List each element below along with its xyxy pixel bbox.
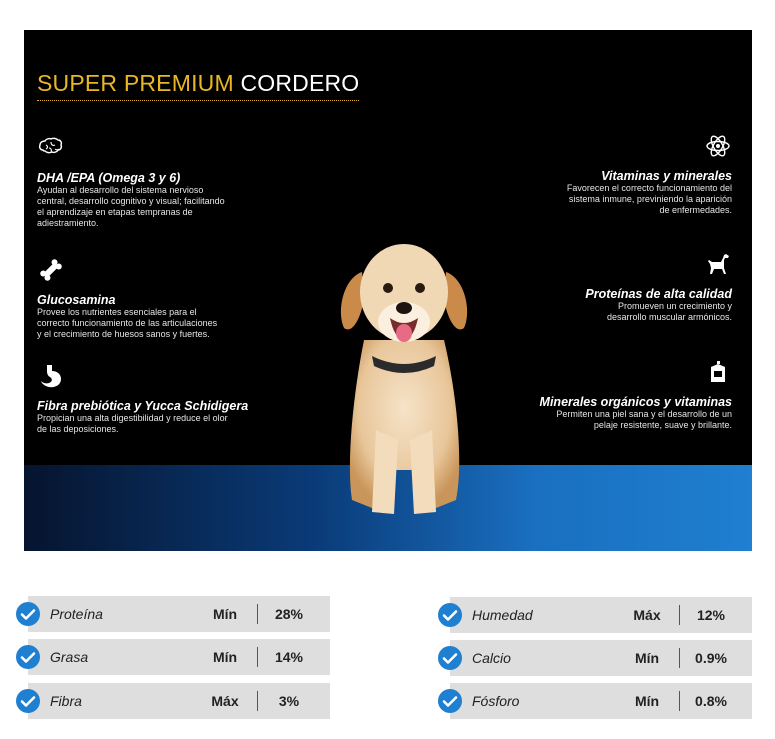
feature-desc: Propician una alta digestibilidad y reduce el olor de las deposiciones. — [37, 413, 228, 434]
check-circle-icon — [437, 602, 463, 628]
stat-divider — [257, 647, 258, 667]
stat-value: 14% — [274, 649, 304, 665]
stat-name: Calcio — [472, 650, 511, 666]
check-circle-icon — [15, 601, 41, 627]
stat-name: Grasa — [50, 649, 89, 665]
stat-value: 3% — [278, 693, 300, 709]
check-circle-icon — [437, 645, 463, 671]
stat-divider — [679, 605, 680, 625]
feature-name: Fibra prebiótica y Yucca Schidigera — [37, 399, 249, 413]
feature-name: DHA /EPA (Omega 3 y 6) — [37, 171, 181, 185]
feature-desc: Favorecen el correcto funcionamiento del sistema inmune, previniendo la aparición de enfermedades. — [566, 183, 732, 215]
product-banner — [24, 30, 752, 551]
banner-title — [37, 70, 359, 101]
stat-qualifier: Mín — [212, 649, 238, 665]
stat-row-calcio — [450, 640, 752, 676]
stat-value: 12% — [696, 607, 726, 623]
feature-desc: Permiten una piel sana y el desarrollo de un pelaje resistente, suave y brillante. — [556, 409, 732, 430]
brain-icon — [37, 134, 65, 162]
feature-desc: Promueven un crecimiento y desarrollo muscular armónicos. — [606, 301, 732, 322]
stat-qualifier: Máx — [211, 693, 239, 709]
bone-icon — [37, 256, 65, 284]
stat-name: Fibra — [50, 693, 82, 709]
feature-name: Proteínas de alta calidad — [585, 287, 732, 301]
stat-row-proteina — [28, 596, 330, 632]
feature-minerales — [502, 358, 732, 431]
feature-dha-epa — [37, 134, 267, 229]
feature-name: Vitaminas y minerales — [601, 169, 732, 183]
stat-divider — [679, 691, 680, 711]
check-circle-icon — [437, 688, 463, 714]
stomach-icon — [37, 362, 65, 390]
feature-name: Glucosamina — [37, 293, 116, 307]
stat-row-fosforo — [450, 683, 752, 719]
stat-row-humedad — [450, 597, 752, 633]
feature-vitaminas — [502, 132, 732, 216]
stat-value: 28% — [274, 606, 304, 622]
stat-qualifier: Mín — [634, 650, 660, 666]
stat-divider — [679, 648, 680, 668]
atom-icon — [704, 132, 732, 160]
title-rest: CORDERO — [240, 70, 360, 96]
stat-row-fibra — [28, 683, 330, 719]
feature-proteinas — [502, 250, 732, 323]
stat-qualifier: Mín — [212, 606, 238, 622]
title-highlight: SUPER PREMIUM — [37, 70, 234, 96]
stat-value: 0.9% — [695, 650, 727, 666]
feature-fibra-prebiotica — [37, 362, 297, 435]
puppy-image — [324, 230, 484, 522]
feature-glucosamina — [37, 256, 267, 340]
stat-value: 0.8% — [695, 693, 727, 709]
stat-qualifier: Máx — [633, 607, 661, 623]
stat-name: Fósforo — [472, 693, 520, 709]
check-circle-icon — [15, 644, 41, 670]
stat-row-grasa — [28, 639, 330, 675]
feature-name: Minerales orgánicos y vitaminas — [539, 395, 732, 409]
stat-divider — [257, 691, 258, 711]
stat-qualifier: Mín — [634, 693, 660, 709]
feature-desc: Provee los nutrientes esenciales para el correcto funcionamiento de las articulaciones y el crecimiento de huesos sanos y fuertes. — [37, 307, 218, 339]
check-circle-icon — [15, 688, 41, 714]
feature-desc: Ayudan al desarrollo del sistema nervioso central, desarrollo cognitivo y visual; facilitando el aprendizaje en etapas tempranas de adiestramiento. — [37, 185, 225, 228]
stat-divider — [257, 604, 258, 624]
stat-name: Proteína — [50, 606, 103, 622]
dog-silhouette-icon — [704, 250, 732, 278]
stat-name: Humedad — [472, 607, 533, 623]
supplement-box-icon — [704, 358, 732, 386]
